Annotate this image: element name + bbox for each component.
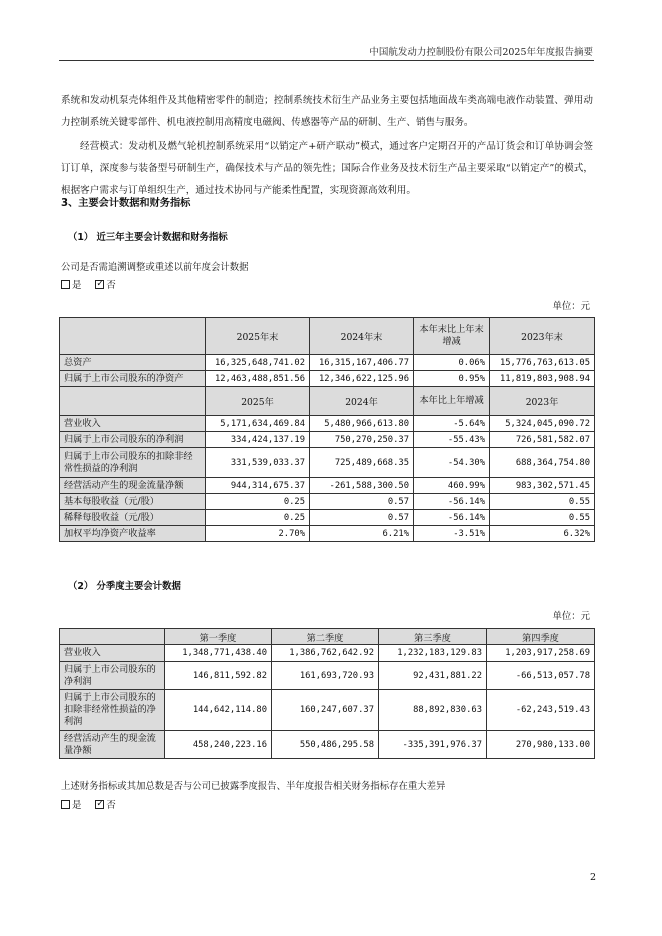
- table-header-cell: 第一季度: [165, 629, 272, 645]
- value-cell: 0.57: [310, 510, 414, 526]
- value-cell: 1,386,762,642.92: [272, 645, 379, 662]
- value-cell: 750,270,250.37: [310, 432, 414, 448]
- value-cell: 12,463,488,851.56: [206, 371, 310, 387]
- value-cell: 1,203,917,258.69: [487, 645, 595, 662]
- unit-label-2: 单位：元: [552, 611, 590, 622]
- table-header-cell: 2025年末: [206, 318, 310, 355]
- table-header-cell: 2023年末: [490, 318, 595, 355]
- restatement-options: [61, 277, 116, 291]
- value-cell: 6.21%: [310, 526, 414, 542]
- option-yes-label: 是: [72, 280, 82, 291]
- table-row: [60, 371, 595, 387]
- restatement-question: 公司是否需追溯调整或重述以前年度会计数据: [61, 262, 249, 273]
- value-cell: 270,980,133.00: [487, 731, 595, 759]
- value-cell: 1,232,183,129.83: [379, 645, 487, 662]
- section-title: 3、主要会计数据和财务指标: [61, 198, 191, 209]
- row-label-cell: 总资产: [60, 355, 206, 371]
- checkbox-no[interactable]: [95, 280, 104, 289]
- row-label-cell: 归属于上市公司股东的扣除非经常性损益的净利润: [60, 448, 206, 478]
- table-row: [60, 416, 595, 432]
- value-cell: 0.06%: [414, 355, 490, 371]
- value-cell: 11,819,803,908.94: [490, 371, 595, 387]
- value-cell: 15,776,763,613.05: [490, 355, 595, 371]
- row-label-cell: 归属于上市公司股东的净资产: [60, 371, 206, 387]
- table-header-cell: 2023年: [490, 387, 595, 416]
- value-cell: -55.43%: [414, 432, 490, 448]
- value-cell: 160,247,607.37: [272, 690, 379, 731]
- table-row: [60, 432, 595, 448]
- business-model-paragraph: 经营模式：发动机及燃气轮机控制系统采用“以销定产+研产联动”模式，通过客户定期召开的产品订货会和订单协调会签订订单，深度参与装备型号研制生产，确保技术与产品的领先性；国际合作业务及技术衍生产品主要采取“以销定产”的模式，根据客户需求与订单组织生产，通过技术协同与产能柔性配置，实现资源高效利用。: [61, 141, 593, 196]
- row-label-cell: 基本每股收益（元/股）: [60, 494, 206, 510]
- table-header-row: [60, 318, 595, 355]
- value-cell: 688,364,754.80: [490, 448, 595, 478]
- business-paragraph: 系统和发动机泵壳体组件及其他精密零件的制造；控制系统技术衍生产品业务主要包括地面战车类高端电液作动装置、弹用动力控制系统关键零部件、机电液控制用高精度电磁阀、传感器等产品的研制、生产、销售与服务。: [61, 95, 593, 128]
- checkbox-no-2[interactable]: [95, 800, 104, 809]
- value-cell: -261,588,300.50: [310, 478, 414, 494]
- table-header-cell: 本年比上年增减: [414, 387, 490, 416]
- value-cell: -335,391,976.37: [379, 731, 487, 759]
- option-no-label: 否: [106, 280, 116, 291]
- value-cell: 16,315,167,406.77: [310, 355, 414, 371]
- option-no-label-2: 否: [106, 800, 116, 811]
- value-cell: -5.64%: [414, 416, 490, 432]
- value-cell: 5,171,634,469.84: [206, 416, 310, 432]
- table-row: [60, 662, 595, 690]
- value-cell: 944,314,675.37: [206, 478, 310, 494]
- value-cell: -62,243,519.43: [487, 690, 595, 731]
- value-cell: -56.14%: [414, 494, 490, 510]
- subsection-title-1: （1） 近三年主要会计数据和财务指标: [68, 232, 228, 243]
- value-cell: 5,324,045,090.72: [490, 416, 595, 432]
- value-cell: 16,325,648,741.02: [206, 355, 310, 371]
- value-cell: 460.99%: [414, 478, 490, 494]
- value-cell: 725,489,668.35: [310, 448, 414, 478]
- row-label-cell: 稀释每股收益（元/股）: [60, 510, 206, 526]
- table-row: [60, 731, 595, 759]
- value-cell: 146,811,592.82: [165, 662, 272, 690]
- value-cell: 458,240,223.16: [165, 731, 272, 759]
- table-header-row: [60, 629, 595, 645]
- subsection-title-2: （2） 分季度主要会计数据: [68, 581, 181, 592]
- financial-table-quarterly: [59, 628, 595, 759]
- row-label-cell: 归属于上市公司股东的扣除非经常性损益的净利润: [60, 690, 165, 731]
- value-cell: 550,486,295.58: [272, 731, 379, 759]
- row-label-cell: 归属于上市公司股东的净利润: [60, 432, 206, 448]
- unit-label-1: 单位：元: [552, 301, 590, 312]
- value-cell: 2.70%: [206, 526, 310, 542]
- value-cell: 6.32%: [490, 526, 595, 542]
- value-cell: 1,348,771,438.40: [165, 645, 272, 662]
- row-label-cell: 加权平均净资产收益率: [60, 526, 206, 542]
- table-row: [60, 526, 595, 542]
- financial-table-annual: [59, 317, 595, 542]
- table-header-cell: 2025年: [206, 387, 310, 416]
- value-cell: 12,346,622,125.96: [310, 371, 414, 387]
- table-row: [60, 478, 595, 494]
- value-cell: 161,693,720.93: [272, 662, 379, 690]
- value-cell: -56.14%: [414, 510, 490, 526]
- table-header-cell: 第四季度: [487, 629, 595, 645]
- table-row: [60, 510, 595, 526]
- value-cell: 0.25: [206, 494, 310, 510]
- value-cell: 0.95%: [414, 371, 490, 387]
- value-cell: 726,581,582.07: [490, 432, 595, 448]
- table-header-cell: [60, 318, 206, 355]
- table-row: [60, 448, 595, 478]
- value-cell: 0.25: [206, 510, 310, 526]
- table-header-cell: [60, 387, 206, 416]
- row-label-cell: 经营活动产生的现金流量净额: [60, 478, 206, 494]
- value-cell: -3.51%: [414, 526, 490, 542]
- table-row: [60, 690, 595, 731]
- value-cell: 88,892,830.63: [379, 690, 487, 731]
- value-cell: 983,302,571.45: [490, 478, 595, 494]
- value-cell: 144,642,114.80: [165, 690, 272, 731]
- row-label-cell: 营业收入: [60, 645, 165, 662]
- value-cell: 0.57: [310, 494, 414, 510]
- table-row: [60, 355, 595, 371]
- value-cell: 331,539,033.37: [206, 448, 310, 478]
- table-row: [60, 645, 595, 662]
- table-subheader-row: [60, 387, 595, 416]
- value-cell: 0.55: [490, 494, 595, 510]
- value-cell: 334,424,137.19: [206, 432, 310, 448]
- header-rule: [59, 60, 594, 61]
- discrepancy-options: [61, 797, 116, 811]
- checkbox-yes-2[interactable]: [61, 800, 70, 809]
- report-header-title: 中国航发动力控制股份有限公司2025年年度报告摘要: [369, 47, 593, 58]
- table-row: [60, 494, 595, 510]
- discrepancy-question: 上述财务指标或其加总数是否与公司已披露季度报告、半年度报告相关财务指标存在重大差异: [61, 781, 446, 792]
- value-cell: 92,431,881.22: [379, 662, 487, 690]
- value-cell: 5,480,966,613.80: [310, 416, 414, 432]
- table-header-cell: 2024年末: [310, 318, 414, 355]
- table-header-cell: 第二季度: [272, 629, 379, 645]
- row-label-cell: 经营活动产生的现金流量净额: [60, 731, 165, 759]
- row-label-cell: 营业收入: [60, 416, 206, 432]
- value-cell: -54.30%: [414, 448, 490, 478]
- table-header-cell: 2024年: [310, 387, 414, 416]
- row-label-cell: 归属于上市公司股东的净利润: [60, 662, 165, 690]
- page-number: 2: [589, 872, 596, 883]
- value-cell: -66,513,057.78: [487, 662, 595, 690]
- table-header-cell: 第三季度: [379, 629, 487, 645]
- checkbox-yes[interactable]: [61, 280, 70, 289]
- table-header-cell: 本年末比上年末增减: [414, 318, 490, 355]
- table-header-cell: [60, 629, 165, 645]
- option-yes-label-2: 是: [72, 800, 82, 811]
- value-cell: 0.55: [490, 510, 595, 526]
